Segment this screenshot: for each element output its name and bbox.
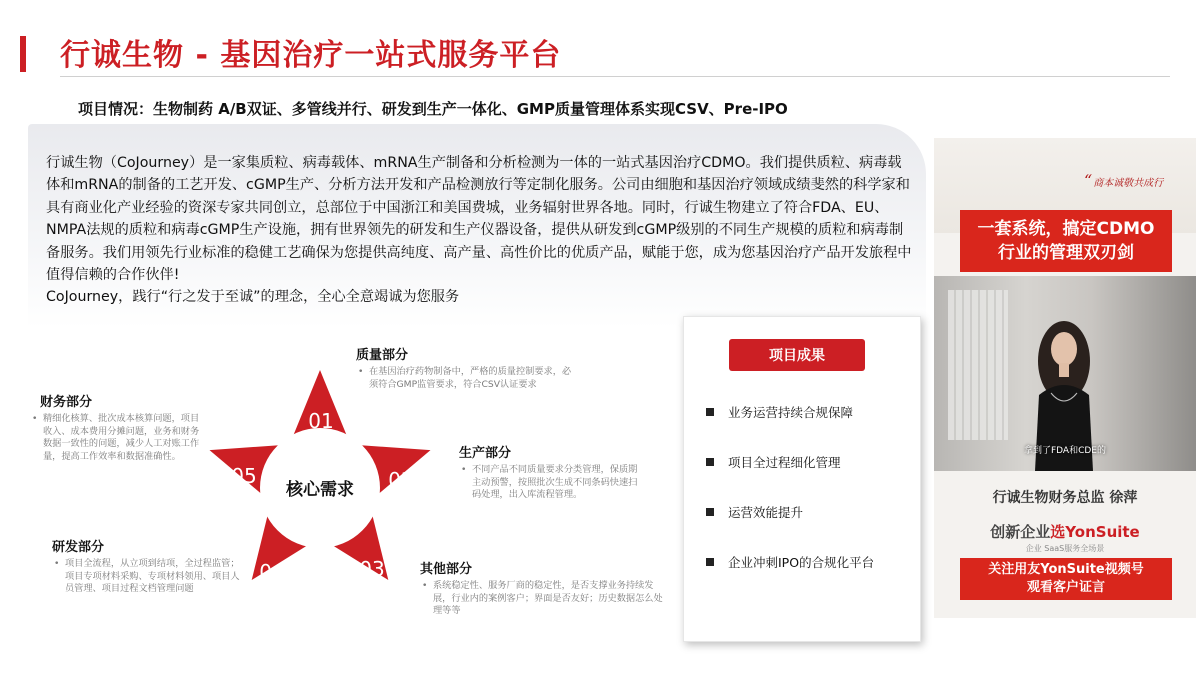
bullet-square-icon [706, 408, 714, 416]
video-headline: 一套系统，搞定CDMO 行业的管理双刃剑 [960, 210, 1172, 272]
title-divider [60, 76, 1170, 77]
results-card [683, 316, 921, 642]
dept-other-title: 其他部分 [420, 562, 473, 577]
results-badge: 项目成果 [729, 339, 865, 371]
star-center-label: 核心需求 [286, 480, 354, 500]
star-number-05: 05 [231, 464, 257, 488]
dept-other-desc: 系统稳定性、服务厂商的稳定性，是否支撑业务持续发展，行业内的案例客户；界面是否友好；历史数据怎么处理等等 [433, 580, 663, 616]
dept-quality-desc: 在基因治疗药物制备中，严格的质量控制要求，必须符合GMP监管要求，符合CSV认证要求 [369, 366, 572, 390]
bullet-square-icon [706, 558, 714, 566]
star-number-03: 03 [359, 557, 385, 581]
result-item: 项目全过程细化管理 [706, 453, 841, 471]
dept-finance: 财务部分 • 精细化核算、批次成本核算问题，项目收入、成本费用分摊问题，业务和财务数据一致性的问题，减少人工对账工作量，提高工作效率和数据准确性。 [30, 391, 205, 463]
result-item: 业务运营持续合规保障 [706, 403, 853, 421]
dept-production-desc: 不同产品不同质量要求分类管理，保质期主动预警，按照批次生成不同条码快速扫码处理，出入库流程管理。 [472, 464, 638, 500]
project-overview: 项目情况：生物制药 A/B双证、多管线并行、研发到生产一体化、GMP质量管理体系实现CSV、Pre-IPO [78, 100, 788, 118]
page-title: 行诚生物 - 基因治疗一站式服务平台 [60, 38, 562, 73]
brand-subline: 企业 SaaS服务全场景 [1025, 544, 1105, 553]
customer-video-card[interactable] [934, 138, 1196, 618]
dept-quality-title: 质量部分 [356, 348, 409, 363]
dept-other: 其他部分 • 系统稳定性、服务厂商的稳定性，是否支撑业务持续发展，行业内的案例客户；界面是否友好；历史数据怎么处理等等 [420, 558, 665, 618]
result-item: 运营效能提升 [706, 503, 803, 521]
dept-finance-desc: 精细化核算、批次成本核算问题，项目收入、成本费用分摊问题，业务和财务数据一致性的问题，减少人工对账工作量，提高工作效率和数据准确性。 [43, 413, 200, 462]
title-accent-bar [20, 36, 26, 72]
star-number-04: 04 [259, 560, 285, 584]
window-blinds [948, 290, 1008, 440]
dept-production-title: 生产部分 [459, 446, 512, 461]
bullet-square-icon [706, 458, 714, 466]
company-slogan: CoJourney，践行“行之发于至诚”的理念，全心全意竭诚为您服务 [46, 289, 460, 306]
dept-production: 生产部分 • 不同产品不同质量要求分类管理，保质期主动预警，按照批次生成不同条码快速扫码处理，出入库流程管理。 [459, 442, 639, 502]
follow-cta-button[interactable]: 关注用友YonSuite视频号 观看客户证言 [960, 558, 1172, 600]
bullet-square-icon [706, 508, 714, 516]
result-item: 企业冲刺IPO的合规化平台 [706, 553, 874, 571]
dept-rd-title: 研发部分 [52, 540, 105, 555]
speaker-name: 行诚生物财务总监 徐萍 [992, 490, 1138, 506]
video-caption: 拿到了FDA和CDE的 [1023, 446, 1106, 456]
company-description: 行诚生物（CoJourney）是一家集质粒、病毒载体、mRNA生产制备和分析检测为一体的一站式基因治疗CDMO。我们提供质粒、病毒载体和mRNA的制备的工艺开发、cGMP生产、分析方法开发和产品检测放行等定制化服务。公司由细胞和基因治疗领域成绩斐然的科学家和具有商业化产业经验的资深专家共同创立，总部位于中国浙江和美国费城，业务辐射世界各地。同时，行诚生物建立了符合FDA、EU、NMPA法规的质粒和病毒cGMP生产设施，拥有世界领先的研发和生产仪器设备，提供从研发到cGMP级别的不同生产规模的质粒和病毒制备服务。我们用领先行业标准的稳健工艺确保为您提供高纯度、高产量、高性价比的优质产品，赋能于您，成为您基因治疗产品开发旅程中值得信赖的合作伙伴! [46, 155, 912, 284]
dept-rd-desc: 项目全流程，从立项到结项，全过程监管；项目专项材料采购、专项材料领用、项目人员管理、项目过程文档管理问题 [65, 558, 240, 594]
star-number-01: 01 [308, 409, 334, 433]
star-number-02: 02 [388, 468, 414, 492]
dept-finance-title: 财务部分 [40, 395, 93, 410]
dept-rd: 研发部分 • 项目全流程，从立项到结项，全过程监管；项目专项材料采购、专项材料领用、项目人员管理、项目过程文档管理问题 [52, 536, 240, 596]
calligraphy-seal: “ 商本诚敬共成行 [1084, 171, 1163, 190]
intro-text [46, 152, 914, 309]
dept-quality: 质量部分 • 在基因治疗药物制备中，严格的质量控制要求，必须符合GMP监管要求，符合CSV认证要求 [356, 344, 578, 391]
brand-line: 创新企业选YonSuite [990, 523, 1140, 541]
